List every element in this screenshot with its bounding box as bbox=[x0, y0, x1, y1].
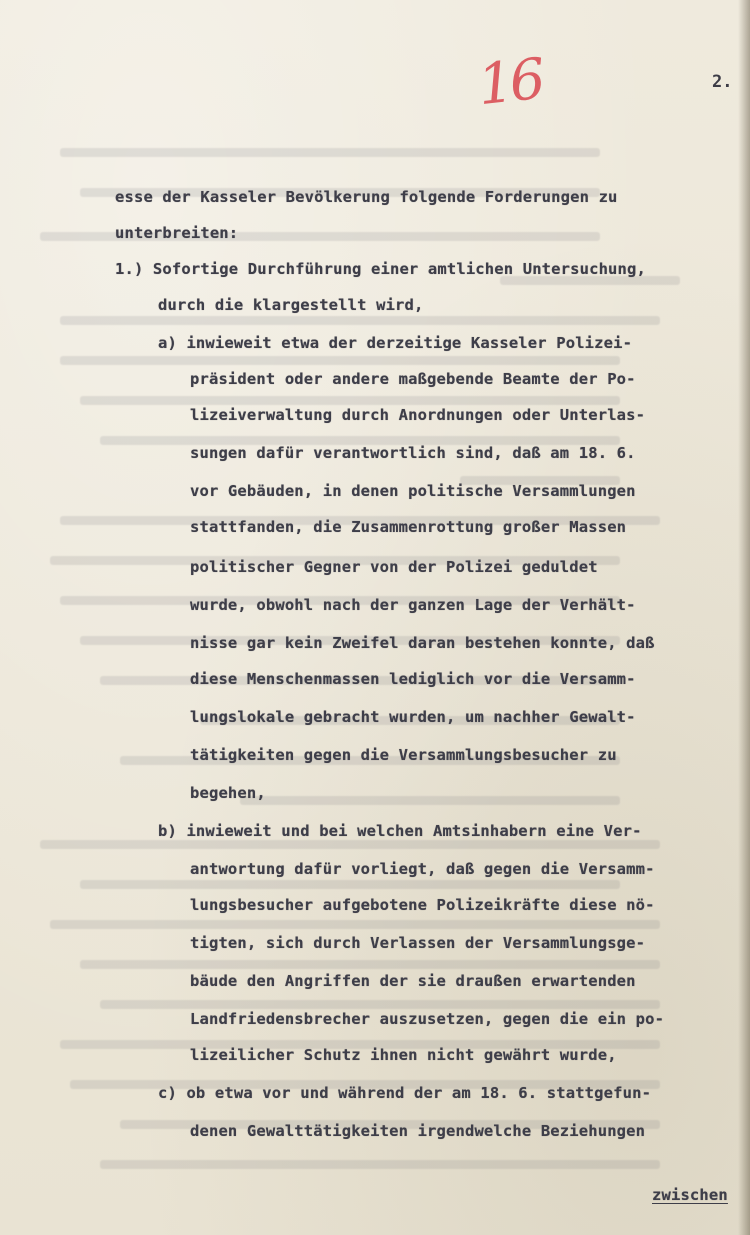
sub-item-b: b) inwieweit und bei welchen Amtsinhabern eine Ver- bbox=[158, 822, 642, 840]
text-line: lungsbesucher aufgebotene Polizeikräfte diese nö- bbox=[190, 896, 655, 914]
sub-item-a: a) inwieweit etwa der derzeitige Kasseler Polizei- bbox=[158, 334, 633, 352]
text-line: wurde, obwohl nach der ganzen Lage der Verhält- bbox=[190, 596, 636, 614]
text-line: begehen, bbox=[190, 784, 266, 802]
text-line: lungslokale gebracht wurden, um nachher Gewalt- bbox=[190, 708, 636, 726]
catchword: zwischen bbox=[652, 1186, 728, 1204]
text-line: politischer Gegner von der Polizei geduldet bbox=[190, 558, 598, 576]
red-folio-number: 16 bbox=[474, 46, 545, 119]
text-line: unterbreiten: bbox=[115, 224, 239, 242]
text-line: sungen dafür verantwortlich sind, daß am 18. 6. bbox=[190, 444, 636, 462]
text-line: nisse gar kein Zweifel daran bestehen konnte, daß bbox=[190, 634, 655, 652]
text-line: tätigkeiten gegen die Versammlungsbesucher zu bbox=[190, 746, 617, 764]
text-line: lizeiverwaltung durch Anordnungen oder Unterlas- bbox=[190, 406, 646, 424]
text-line: präsident oder andere maßgebende Beamte der Po- bbox=[190, 370, 636, 388]
text-line: bäude den Angriffen der sie draußen erwartenden bbox=[190, 972, 636, 990]
text-line: durch die klargestellt wird, bbox=[158, 296, 424, 314]
text-line: stattfanden, die Zusammenrottung großer Massen bbox=[190, 518, 627, 536]
text-line: denen Gewalttätigkeiten irgendwelche Beziehungen bbox=[190, 1122, 646, 1140]
text-line: diese Menschenmassen lediglich vor die Versamm- bbox=[190, 670, 636, 688]
text-line: vor Gebäuden, in denen politische Versammlungen bbox=[190, 482, 636, 500]
sub-item-c: c) ob etwa vor und während der am 18. 6. stattgefun- bbox=[158, 1084, 652, 1102]
text-line: esse der Kasseler Bevölkerung folgende Forderungen zu bbox=[115, 188, 618, 206]
page-edge-shadow bbox=[738, 0, 750, 1235]
page-number: 2. bbox=[712, 72, 733, 92]
text-line: antwortung dafür vorliegt, daß gegen die Versamm- bbox=[190, 860, 655, 878]
text-line: tigten, sich durch Verlassen der Versammlungsge- bbox=[190, 934, 646, 952]
text-line: lizeilicher Schutz ihnen nicht gewährt wurde, bbox=[190, 1046, 617, 1064]
text-line: Landfriedensbrecher auszusetzen, gegen die ein po- bbox=[190, 1010, 665, 1028]
list-item-1-heading: 1.) Sofortige Durchführung einer amtlichen Untersuchung, bbox=[115, 260, 646, 278]
